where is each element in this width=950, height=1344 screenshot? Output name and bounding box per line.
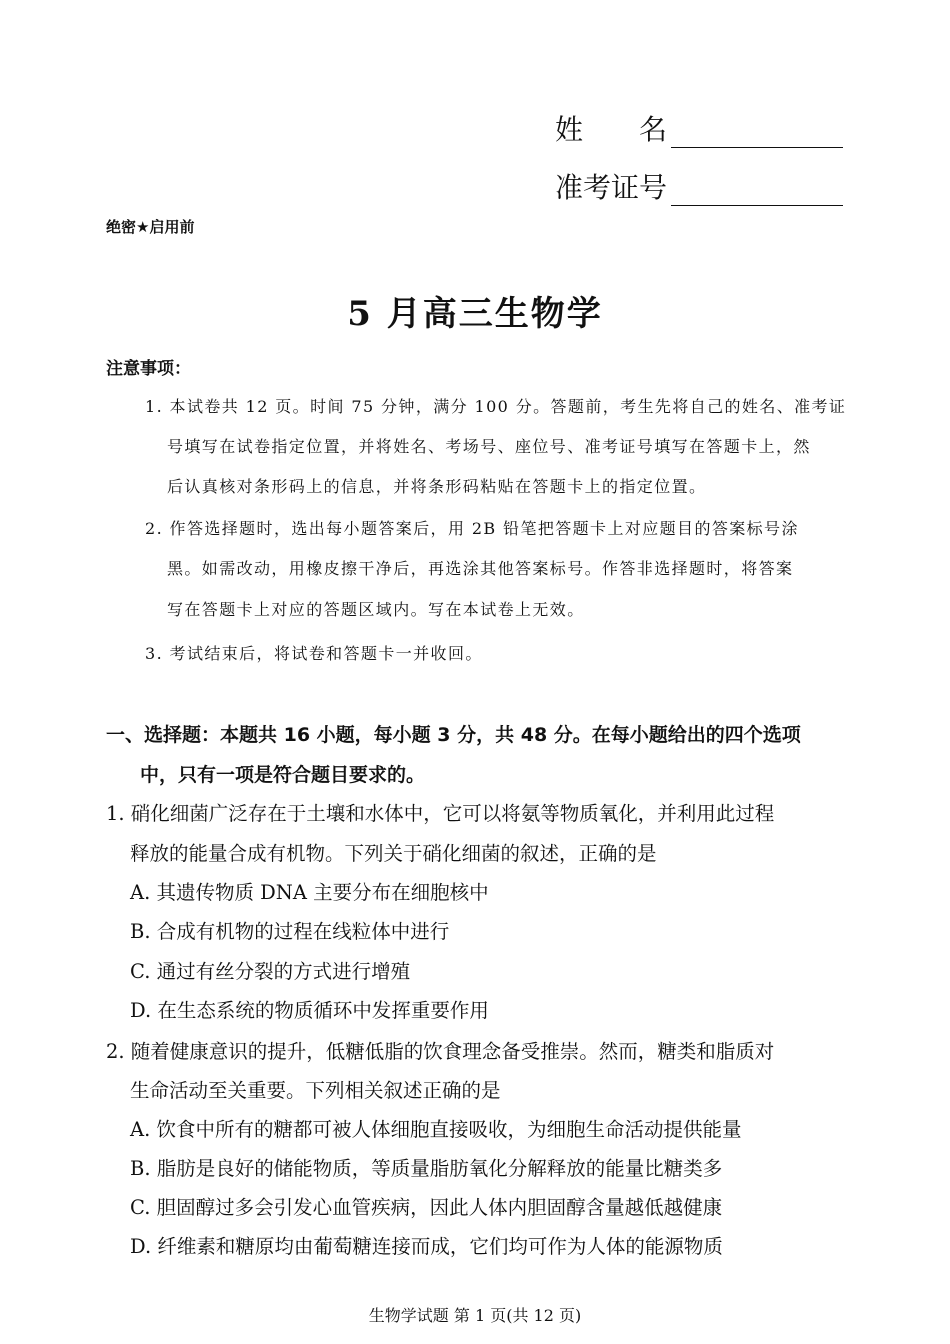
option-b: B. 合成有机物的过程在线粒体中进行 xyxy=(130,920,450,943)
option-c: C. 通过有丝分裂的方式进行增殖 xyxy=(130,960,411,983)
option-d: D. 在生态系统的物质循环中发挥重要作用 xyxy=(130,999,489,1022)
name-blank[interactable] xyxy=(671,119,843,148)
option-a: A. 饮食中所有的糖都可被人体细胞直接吸收，为细胞生命活动提供能量 xyxy=(130,1118,742,1141)
secret-label: 绝密★启用前 xyxy=(106,218,195,236)
question-stem: 2. 随着健康意识的提升，低糖低脂的饮食理念备受推崇。然而，糖类和脂质对 xyxy=(106,1040,775,1063)
note-line: 3. 考试结束后，将试卷和答题卡一并收回。 xyxy=(145,644,483,663)
page-footer: 生物学试题 第 1 页(共 12 页) xyxy=(368,1306,582,1325)
question-stem: 1. 硝化细菌广泛存在于土壤和水体中，它可以将氨等物质氧化，并利用此过程 xyxy=(106,802,775,825)
id-label: 准考证号 xyxy=(555,171,668,204)
question-stem-cont: 释放的能量合成有机物。下列关于硝化细菌的叙述，正确的是 xyxy=(130,842,657,865)
note-line: 后认真核对条形码上的信息，并将条形码粘贴在答题卡上的指定位置。 xyxy=(167,477,707,496)
note-line: 1. 本试卷共 12 页。时间 75 分钟，满分 100 分。答题前，考生先将自己的姓名、准考证 xyxy=(145,397,847,416)
note-line: 写在答题卡上对应的答题区域内。写在本试卷上无效。 xyxy=(167,600,585,619)
note-line: 黑。如需改动，用橡皮擦干净后，再选涂其他答案标号。作答非选择题时，将答案 xyxy=(167,559,794,578)
note-line: 2. 作答选择题时，选出每小题答案后，用 2B 铅笔把答题卡上对应题目的答案标号涂 xyxy=(145,519,799,538)
option-c: C. 胆固醇过多会引发心血管疾病，因此人体内胆固醇含量越低越健康 xyxy=(130,1196,723,1219)
section-heading: 一、选择题：本题共 16 小题，每小题 3 分，共 48 分。在每小题给出的四个选项 xyxy=(106,724,801,746)
id-field-row xyxy=(555,166,843,206)
option-b: B. 脂肪是良好的储能物质，等质量脂肪氧化分解释放的能量比糖类多 xyxy=(130,1157,723,1180)
id-blank[interactable] xyxy=(671,177,843,206)
section-heading-cont: 中，只有一项是符合题目要求的。 xyxy=(140,764,426,786)
option-d: D. 纤维素和糖原均由葡萄糖连接而成，它们均可作为人体的能源物质 xyxy=(130,1235,723,1258)
name-field-row xyxy=(555,108,843,148)
note-line: 号填写在试卷指定位置，并将姓名、考场号、座位号、准考证号填写在答题卡上，然 xyxy=(167,437,811,456)
notes-heading: 注意事项： xyxy=(106,359,191,379)
option-a: A. 其遗传物质 DNA 主要分布在细胞核中 xyxy=(130,881,489,904)
question-stem-cont: 生命活动至关重要。下列相关叙述正确的是 xyxy=(130,1079,501,1102)
name-label: 姓 名 xyxy=(555,113,668,146)
page-title: 5 月高三生物学 xyxy=(347,294,603,334)
